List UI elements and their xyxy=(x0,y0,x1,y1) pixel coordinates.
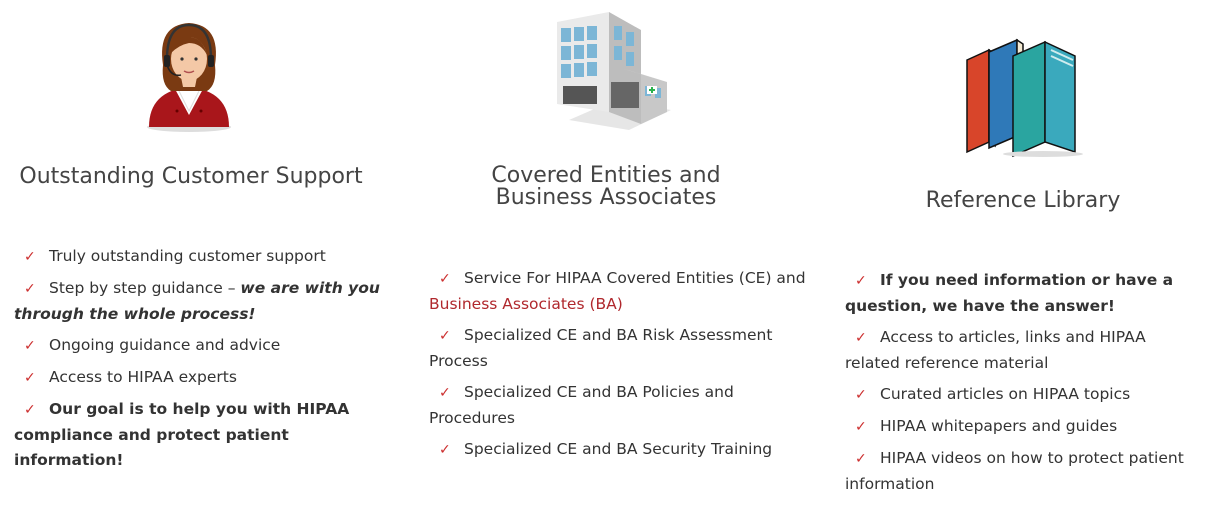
list-item xyxy=(429,266,809,317)
checkmark-icon: ✓ xyxy=(439,442,451,458)
checkmark-icon: ✓ xyxy=(855,273,867,289)
list-item-text: Specialized CE and BA Policies and Procedures xyxy=(429,383,734,427)
list-item-text: HIPAA whitepapers and guides xyxy=(880,417,1118,435)
list-item-text: Access to HIPAA experts xyxy=(49,368,237,386)
list-item-emphasis: we are with you through the whole process! xyxy=(14,279,380,323)
list-item xyxy=(845,325,1205,376)
checkmark-icon: ✓ xyxy=(439,271,451,287)
checkmark-icon: ✓ xyxy=(24,249,36,265)
list-item-text: Curated articles on HIPAA topics xyxy=(880,385,1131,403)
list-item xyxy=(14,276,384,327)
list-item-text: Specialized CE and BA Security Training xyxy=(464,440,773,458)
list-item xyxy=(845,382,1205,408)
covered-entities-column xyxy=(429,0,809,508)
list-item-text: HIPAA videos on how to protect patient information xyxy=(845,449,1184,493)
checkmark-icon: ✓ xyxy=(855,330,867,346)
feature-list xyxy=(845,268,1205,503)
list-item xyxy=(429,380,809,431)
reference-library-column xyxy=(845,0,1205,508)
checkmark-icon: ✓ xyxy=(855,451,867,467)
list-item-text: Truly outstanding customer support xyxy=(49,247,326,265)
list-item-text: Access to articles, links and HIPAA related reference material xyxy=(845,328,1146,372)
checkmark-icon: ✓ xyxy=(24,281,36,297)
column-title-line2: Business Associates xyxy=(495,185,717,210)
column-title-line1: Covered Entities and xyxy=(491,163,721,188)
customer-support-column xyxy=(14,0,394,508)
column-title: Reference Library xyxy=(925,188,1121,213)
checkmark-icon: ✓ xyxy=(439,385,451,401)
list-item xyxy=(429,437,809,463)
feature-list xyxy=(429,266,809,469)
list-item-bold-text: If you need information or have a question, we have the answer! xyxy=(845,271,1174,315)
customer-support-agent-icon xyxy=(139,15,239,133)
business-associates-link[interactable]: Business Associates (BA) xyxy=(429,295,623,313)
checkmark-icon: ✓ xyxy=(24,338,36,354)
column-title: Outstanding Customer Support xyxy=(19,164,363,189)
list-item xyxy=(14,333,384,359)
checkmark-icon: ✓ xyxy=(855,387,867,403)
list-item-bold-text: Our goal is to help you with HIPAA compliance and protect patient information! xyxy=(14,400,350,469)
list-item xyxy=(14,244,384,270)
office-building-icon xyxy=(549,12,674,132)
checkmark-icon: ✓ xyxy=(24,370,36,386)
list-item xyxy=(14,397,384,473)
list-item xyxy=(845,268,1205,319)
list-item-text: Specialized CE and BA Risk Assessment Process xyxy=(429,326,773,370)
feature-list xyxy=(14,244,384,479)
list-item xyxy=(429,323,809,374)
books-icon xyxy=(963,30,1091,158)
list-item-text: Service For HIPAA Covered Entities (CE) and xyxy=(464,269,806,287)
checkmark-icon: ✓ xyxy=(855,419,867,435)
list-item xyxy=(14,365,384,391)
list-item xyxy=(845,414,1205,440)
checkmark-icon: ✓ xyxy=(24,402,36,418)
list-item xyxy=(845,446,1205,497)
list-item-text: Step by step guidance – xyxy=(49,279,241,297)
list-item-text: Ongoing guidance and advice xyxy=(49,336,281,354)
checkmark-icon: ✓ xyxy=(439,328,451,344)
